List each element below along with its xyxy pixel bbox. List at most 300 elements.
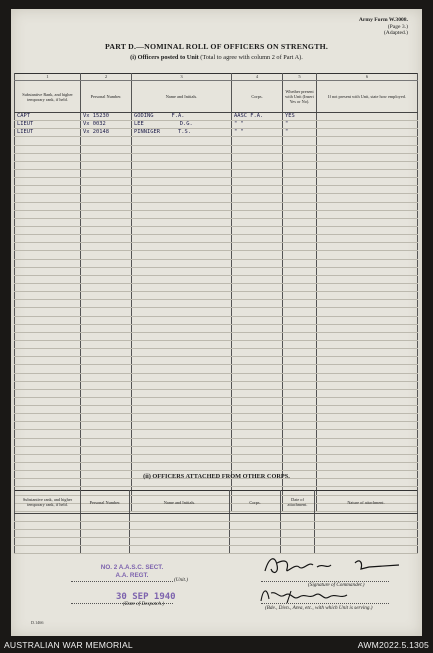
blank-cell [283,194,317,202]
blank-cell [317,202,418,210]
blank-cell [283,259,317,267]
blank-cell [283,479,317,487]
blank-cell [132,454,232,462]
blank-cell [81,438,132,446]
blank-cell [15,538,81,546]
blank-cell [283,373,317,381]
blank-cell [15,514,81,522]
blank-cell [15,202,81,210]
blank-row [15,430,418,438]
blank-cell [283,218,317,226]
blank-cell [317,267,418,275]
section1-heading: (i) Officers posted to Unit [130,54,199,61]
cell-initials: D.G. [179,121,193,128]
blank-cell [232,300,283,308]
blank-cell [283,332,317,340]
blank-cell [317,259,418,267]
blank-row [15,283,418,291]
part-title: PART D.—NOMINAL ROLL OF OFFICERS ON STRENGTH. [104,42,329,51]
blank-row [15,414,418,422]
blank-cell [315,538,418,546]
blank-cell [230,522,281,530]
cell-number: Vx 20148 [81,129,132,137]
blank-cell [283,438,317,446]
blank-cell [81,194,132,202]
blank-cell [132,357,232,365]
blank-cell [283,324,317,332]
form-code: D.1466 [31,620,44,625]
blank-cell [15,454,81,462]
blank-cell [317,145,418,153]
blank-cell [132,308,232,316]
blank-cell [132,389,232,397]
blank-cell [283,267,317,275]
blank-cell [283,161,317,169]
section1-title [11,54,422,61]
blank-cell [132,283,232,291]
blank-cell [232,283,283,291]
blank-row [15,300,418,308]
date-stamp: 30 SEP 1940 [116,592,176,602]
blank-cell [15,522,81,530]
blank-cell [317,194,418,202]
blank-cell [81,406,132,414]
blank-cell [315,530,418,538]
blank-cell [81,446,132,454]
blank-cell [81,340,132,348]
blank-cell [81,243,132,251]
blank-cell [15,406,81,414]
col-number: 6 [317,74,418,81]
form-page: (Page 3.) [387,23,408,30]
blank-cell [283,381,317,389]
blank-cell [81,267,132,275]
cell-surname: GODING [134,113,154,120]
blank-cell [232,381,283,389]
blank-cell [132,373,232,381]
blank-cell [132,316,232,324]
blank-cell [130,514,230,522]
blank-cell [283,275,317,283]
blank-row [15,514,418,522]
blank-cell [81,137,132,145]
blank-row [15,522,418,530]
blank-cell [283,226,317,234]
blank-row [15,137,418,145]
blank-cell [132,340,232,348]
cell-surname: LEE [134,121,144,128]
blank-cell [15,463,81,471]
blank-row [15,226,418,234]
blank-cell [81,226,132,234]
blank-cell [232,259,283,267]
blank-row [15,479,418,487]
blank-cell [232,226,283,234]
blank-row [15,202,418,210]
blank-cell [132,178,232,186]
blank-cell [232,186,283,194]
blank-cell [283,186,317,194]
blank-cell [81,259,132,267]
blank-cell [15,243,81,251]
unit-line [71,581,173,582]
blank-cell [132,161,232,169]
commander-label: (Signature of Commander.) [308,582,365,588]
blank-cell [130,546,230,554]
blank-cell [317,438,418,446]
blank-cell [232,463,283,471]
blank-cell [81,479,132,487]
blank-cell [232,373,283,381]
blank-cell [132,446,232,454]
cell-present: YES [283,113,317,121]
blank-cell [232,210,283,218]
header-row [15,81,418,113]
blank-row [15,194,418,202]
blank-cell [283,169,317,177]
blank-cell [317,218,418,226]
station-label: (Bde., Divn., Area, etc., with which Unit is serving.) [265,605,373,611]
cell-employment [317,129,418,137]
blank-cell [281,538,315,546]
blank-cell [232,316,283,324]
blank-cell [81,332,132,340]
form-sheet [11,9,422,636]
blank-row [15,332,418,340]
blank-cell [317,186,418,194]
blank-cell [15,178,81,186]
blank-cell [15,259,81,267]
blank-cell [232,397,283,405]
blank-row [15,178,418,186]
blank-row [15,169,418,177]
blank-cell [132,186,232,194]
blank-cell [232,479,283,487]
blank-cell [81,316,132,324]
blank-cell [81,300,132,308]
blank-cell [132,414,232,422]
blank-row [15,267,418,275]
blank-cell [132,381,232,389]
blank-cell [81,373,132,381]
blank-cell [81,463,132,471]
blank-cell [232,178,283,186]
blank-cell [317,243,418,251]
header-row [15,491,418,514]
blank-cell [283,202,317,210]
blank-cell [81,161,132,169]
blank-cell [232,357,283,365]
blank-cell [232,349,283,357]
col-number: 5 [283,74,317,81]
blank-row [15,422,418,430]
blank-cell [132,243,232,251]
caption-right: AWM2022.5.1305 [357,640,429,650]
caption-left: AUSTRALIAN WAR MEMORIAL [4,640,133,650]
blank-cell [283,357,317,365]
blank-cell [232,275,283,283]
cell-name [132,129,232,137]
blank-cell [317,479,418,487]
unit-label: (Unit.) [174,577,188,583]
blank-cell [132,406,232,414]
blank-cell [232,202,283,210]
blank-cell [15,365,81,373]
blank-row [15,365,418,373]
blank-cell [81,454,132,462]
blank-cell [283,243,317,251]
blank-cell [130,530,230,538]
blank-cell [283,349,317,357]
blank-cell [81,169,132,177]
blank-row [15,161,418,169]
blank-cell [81,414,132,422]
blank-cell [283,406,317,414]
blank-cell [81,514,130,522]
blank-cell [81,283,132,291]
blank-cell [317,406,418,414]
cell-corps: " " [232,129,283,137]
blank-cell [132,169,232,177]
blank-cell [232,308,283,316]
blank-row [15,275,418,283]
blank-cell [230,530,281,538]
blank-cell [232,324,283,332]
cell-present: " [283,129,317,137]
blank-cell [15,300,81,308]
form-name: Army Form W.3008. [358,17,408,23]
blank-cell [283,316,317,324]
blank-cell [281,522,315,530]
blank-row [15,438,418,446]
blank-cell [81,397,132,405]
blank-cell [232,161,283,169]
blank-row [15,259,418,267]
header-rank: Substantive rank, and higher temporary rank, if held. [15,491,81,514]
blank-cell [317,463,418,471]
blank-row [15,251,418,259]
blank-cell [15,397,81,405]
cell-initials: T.S. [177,129,191,136]
blank-cell [317,153,418,161]
blank-cell [283,422,317,430]
blank-cell [15,332,81,340]
blank-cell [230,538,281,546]
cell-employment [317,121,418,129]
table-row [15,129,418,137]
blank-cell [317,251,418,259]
header-rank: Substantive Rank, and higher temporary rank, if held. [15,81,81,113]
blank-cell [15,145,81,153]
blank-cell [283,414,317,422]
column-number-row [15,74,418,81]
blank-cell [317,365,418,373]
blank-row [15,292,418,300]
blank-cell [15,292,81,300]
cell-number: Vx 15230 [81,113,132,121]
blank-cell [132,438,232,446]
blank-cell [317,137,418,145]
blank-row [15,406,418,414]
cell-employment [317,113,418,121]
blank-cell [232,454,283,462]
blank-cell [283,430,317,438]
blank-cell [81,178,132,186]
cell-present: " [283,121,317,129]
blank-cell [15,153,81,161]
blank-cell [317,389,418,397]
blank-cell [232,422,283,430]
blank-cell [232,406,283,414]
blank-cell [232,430,283,438]
blank-cell [317,340,418,348]
header-employment: If not present with Unit, state how employed. [317,81,418,113]
blank-row [15,446,418,454]
blank-cell [15,186,81,194]
blank-row [15,186,418,194]
blank-cell [15,169,81,177]
blank-cell [81,275,132,283]
blank-row [15,530,418,538]
blank-cell [15,414,81,422]
blank-cell [283,235,317,243]
section1-note: (Total to agree with column 2 of Part A). [200,54,303,61]
unit-stamp [86,564,178,580]
blank-cell [81,251,132,259]
blank-cell [15,308,81,316]
table-row [15,113,418,121]
blank-cell [281,514,315,522]
cell-corps: " " [232,121,283,129]
blank-cell [232,267,283,275]
header-present: Whether present with Unit (Insert Yes or No). [283,81,317,113]
blank-cell [283,463,317,471]
blank-cell [15,251,81,259]
commander-signature [259,553,409,579]
blank-cell [232,340,283,348]
blank-cell [81,308,132,316]
cell-surname: PINNIGER [134,129,160,136]
date-label: (Date of Despatch.) [123,601,165,607]
blank-cell [283,153,317,161]
blank-cell [283,454,317,462]
cell-number: Vx 0032 [81,121,132,129]
blank-cell [315,514,418,522]
blank-row [15,349,418,357]
blank-cell [317,349,418,357]
blank-cell [81,538,130,546]
cell-rank: CAPT [15,113,81,121]
blank-cell [132,235,232,243]
header-number: Personal Number. [81,81,132,113]
blank-rows [15,137,418,511]
blank-row [15,373,418,381]
blank-cell [232,137,283,145]
cell-name [132,121,232,129]
blank-cell [317,316,418,324]
blank-cell [232,292,283,300]
col-number: 3 [132,74,232,81]
blank-cell [232,235,283,243]
officers-posted-table [14,73,418,512]
blank-cell [317,308,418,316]
blank-row [15,357,418,365]
blank-cell [15,218,81,226]
blank-cell [283,365,317,373]
blank-row [15,397,418,405]
blank-cell [317,397,418,405]
blank-row [15,218,418,226]
blank-row [15,153,418,161]
blank-cell [317,300,418,308]
blank-cell [317,430,418,438]
blank-cell [132,153,232,161]
station-line [261,603,389,604]
blank-cell [283,251,317,259]
col-number: 2 [81,74,132,81]
blank-cell [15,235,81,243]
blank-cell [15,137,81,145]
blank-cell [15,316,81,324]
blank-cell [283,340,317,348]
table-row [15,121,418,129]
blank-row [15,235,418,243]
blank-cell [81,210,132,218]
blank-cell [15,381,81,389]
header-nature: Nature of attachment. [315,491,418,514]
blank-cell [317,161,418,169]
blank-cell [81,202,132,210]
blank-cell [132,292,232,300]
cell-corps: AASC F.A. [232,113,283,121]
blank-cell [317,381,418,389]
blank-cell [15,275,81,283]
blank-cell [81,381,132,389]
attached-title: (ii) OFFICERS ATTACHED FROM OTHER CORPS. [143,473,290,480]
blank-cell [283,446,317,454]
blank-cell [15,422,81,430]
blank-cell [15,430,81,438]
blank-cell [232,389,283,397]
blank-cell [132,259,232,267]
blank-cell [232,153,283,161]
blank-cell [132,397,232,405]
blank-cell [132,332,232,340]
blank-row [15,340,418,348]
blank-cell [132,137,232,145]
blank-cell [81,365,132,373]
blank-cell [317,210,418,218]
col-number: 4 [232,74,283,81]
blank-cell [15,226,81,234]
blank-cell [81,145,132,153]
blank-cell [81,186,132,194]
blank-cell [283,397,317,405]
blank-cell [132,226,232,234]
blank-cell [132,202,232,210]
blank-cell [230,514,281,522]
blank-row [15,308,418,316]
blank-cell [132,267,232,275]
blank-row [15,538,418,546]
blank-cell [283,137,317,145]
blank-cell [15,479,81,487]
form-identifier [318,17,408,37]
blank-cell [283,389,317,397]
blank-cell [232,243,283,251]
blank-cell [81,430,132,438]
header-date: Date of attachment. [281,491,315,514]
